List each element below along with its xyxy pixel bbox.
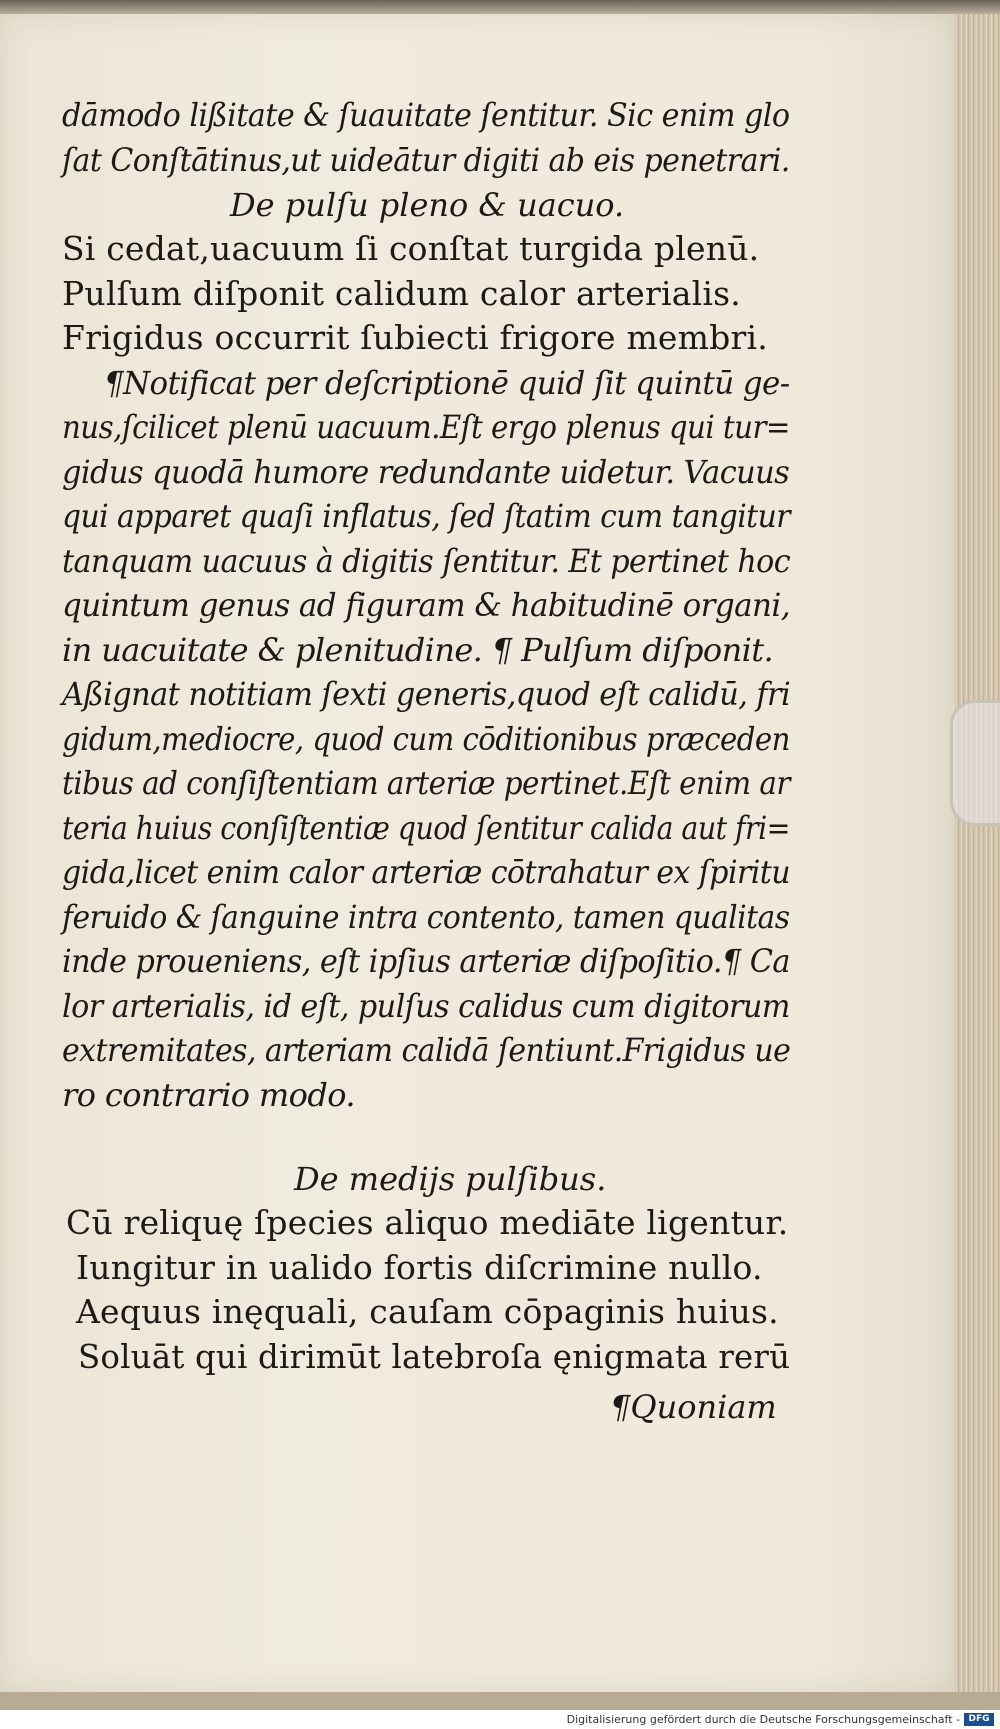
verse-line: Si cedat,uacuum ſi conſtat turgida plenū. (62, 229, 760, 268)
text-line: tibus ad conſiſtentiam arteriæ pertinet.Eſt enim ar (62, 764, 790, 802)
bottom-edge (0, 1692, 1000, 1710)
page-edge-stack (955, 14, 1000, 1692)
text-line: gidum,mediocre, quod cum cōditionibus præceden (62, 720, 790, 758)
verse-line: Iungitur in ualido fortis diſcrimine nullo. (76, 1248, 763, 1287)
text-line: in uacuitate & plenitudine. ¶ Pulſum diſponit. (62, 631, 774, 669)
dfg-logo: DFG (964, 1713, 994, 1726)
text-line: teria huius conſiſtentiæ quod ſentitur calida aut fri= (62, 809, 790, 847)
funding-credit: Digitalisierung gefördert durch die Deutsche Forschungsgemeinschaft - (566, 1713, 960, 1726)
text-line: inde proueniens, eſt ipſius arteriæ diſpoſitio.¶ Ca (62, 942, 790, 980)
text-line: extremitates, arteriam calidā ſentiunt.Frigidus ue (62, 1031, 791, 1069)
text-line: dāmodo lißitate & ſuauitate ſentitur. Sic enim glo (62, 96, 790, 134)
text-line: Aßignat notitiam ſexti generis,quod eſt calidū, fri (62, 675, 791, 713)
section-heading: De medijs pulſibus. (294, 1160, 607, 1198)
text-line: nus,ſcilicet plenū uacuum.Eſt ergo plenus qui tur= (62, 408, 790, 446)
text-line: ¶Notificat per deſcriptionē quid ſit quintū ge- (104, 364, 790, 402)
text-line: ro contrario modo. (62, 1076, 355, 1114)
text-line: qui apparet quaſi inflatus, ſed ſtatim cum tangitur (62, 497, 790, 535)
catchword: ¶Quoniam (610, 1388, 777, 1426)
text-line: ſat Conſtātinus,ut uideātur digiti ab eis penetrari. (62, 141, 790, 179)
text-line: lor arterialis, id eſt, pulſus calidus cum digitorum (62, 987, 790, 1025)
verse-line: Aequus inęquali, cauſam cōpaginis huius. (76, 1292, 779, 1331)
text-line: gidus quodā humore redundante uidetur. Vacuus (62, 453, 790, 491)
text-line: gida,licet enim calor arteriæ cōtrahatur ex ſpiritu (62, 853, 791, 891)
verse-line: Pulſum diſponit calidum calor arterialis. (62, 274, 741, 313)
verse-line: Frigidus occurrit ſubiecti frigore membri. (62, 318, 768, 357)
verse-line: Soluāt qui dirimūt latebroſa ęnigmata rerū (78, 1337, 791, 1376)
verse-line: Cū reliquę ſpecies aliquo mediāte ligentur. (66, 1203, 789, 1242)
text-line: quintum genus ad figuram & habitudinē organi, (62, 586, 791, 624)
page-clip (950, 700, 1000, 826)
top-edge (0, 0, 1000, 14)
text-line: tanquam uacuus à digitis ſentitur. Et pertinet hoc (62, 542, 791, 580)
section-heading: De pulſu pleno & uacuo. (230, 186, 625, 224)
text-line: feruido & ſanguine intra contento, tamen qualitas (62, 898, 790, 936)
